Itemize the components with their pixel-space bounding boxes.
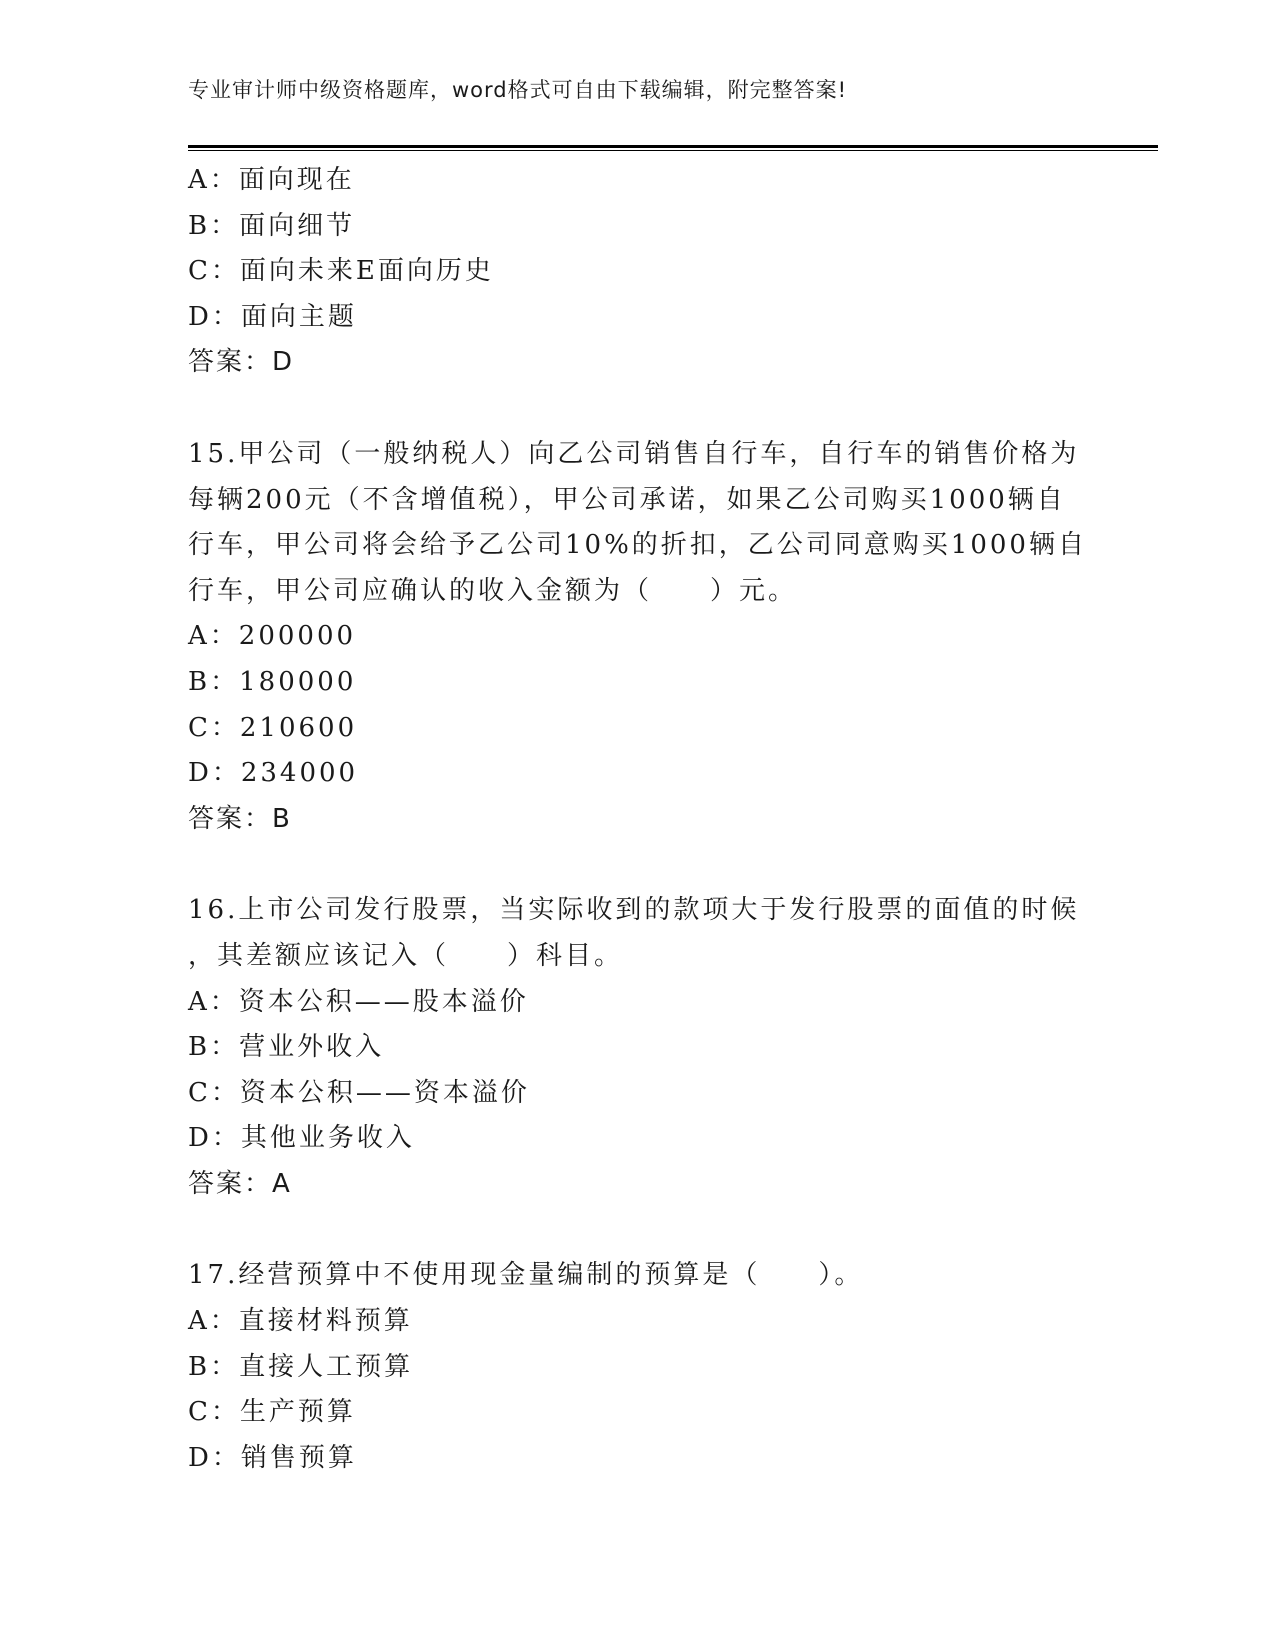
question-15 bbox=[188, 432, 1088, 842]
option-d: D：面向主题 bbox=[188, 301, 357, 332]
question-14 bbox=[188, 158, 1088, 386]
question-stem-line: 17.经营预算中不使用现金量编制的预算是（ ）。 bbox=[188, 1260, 864, 1291]
option-a: A：面向现在 bbox=[188, 165, 355, 195]
question-17 bbox=[188, 1253, 1088, 1481]
spacer bbox=[188, 386, 1088, 432]
answer: 答案：D bbox=[188, 347, 295, 378]
question-content bbox=[188, 158, 1088, 1481]
header-rule-thin bbox=[188, 150, 1158, 151]
option-a: A：资本公积——股本溢价 bbox=[188, 986, 529, 1017]
option-c: C：面向未来E面向历史 bbox=[188, 256, 494, 287]
question-16 bbox=[188, 888, 1088, 1207]
question-stem-line: 行车，甲公司应确认的收入金额为（ ）元。 bbox=[188, 575, 798, 606]
option-c: C：资本公积——资本溢价 bbox=[188, 1077, 530, 1108]
option-d: D：销售预算 bbox=[188, 1442, 357, 1473]
question-stem-line: 16.上市公司发行股票，当实际收到的款项大于发行股票的面值的时候 bbox=[188, 895, 1080, 926]
spacer bbox=[188, 1207, 1088, 1253]
option-b: B：营业外收入 bbox=[188, 1032, 385, 1063]
option-c: C：210600 bbox=[188, 712, 358, 743]
spacer bbox=[188, 842, 1088, 888]
question-stem-line: ，其差额应该记入（ ）科目。 bbox=[188, 940, 624, 971]
question-stem-line: 15.甲公司（一般纳税人）向乙公司销售自行车，自行车的销售价格为 bbox=[188, 438, 1080, 469]
answer: 答案：B bbox=[188, 803, 292, 834]
option-b: B：面向细节 bbox=[188, 210, 356, 241]
option-c: C：生产预算 bbox=[188, 1397, 356, 1428]
option-b: B：直接人工预算 bbox=[188, 1351, 414, 1382]
option-a: A：200000 bbox=[188, 621, 357, 652]
option-d: D：234000 bbox=[188, 758, 359, 789]
option-a: A：直接材料预算 bbox=[188, 1306, 413, 1337]
question-stem-line: 每辆200元（不含增值税），甲公司承诺，如果乙公司购买1000辆自 bbox=[188, 484, 1066, 515]
option-b: B：180000 bbox=[188, 666, 357, 697]
question-stem-line: 行车，甲公司将会给予乙公司10%的折扣，乙公司同意购买1000辆自 bbox=[188, 530, 1087, 561]
header-rule-thick bbox=[188, 145, 1158, 148]
answer: 答案：A bbox=[188, 1168, 292, 1199]
page-header: 专业审计师中级资格题库，word格式可自由下载编辑，附完整答案! bbox=[188, 78, 848, 102]
option-d: D：其他业务收入 bbox=[188, 1123, 415, 1154]
